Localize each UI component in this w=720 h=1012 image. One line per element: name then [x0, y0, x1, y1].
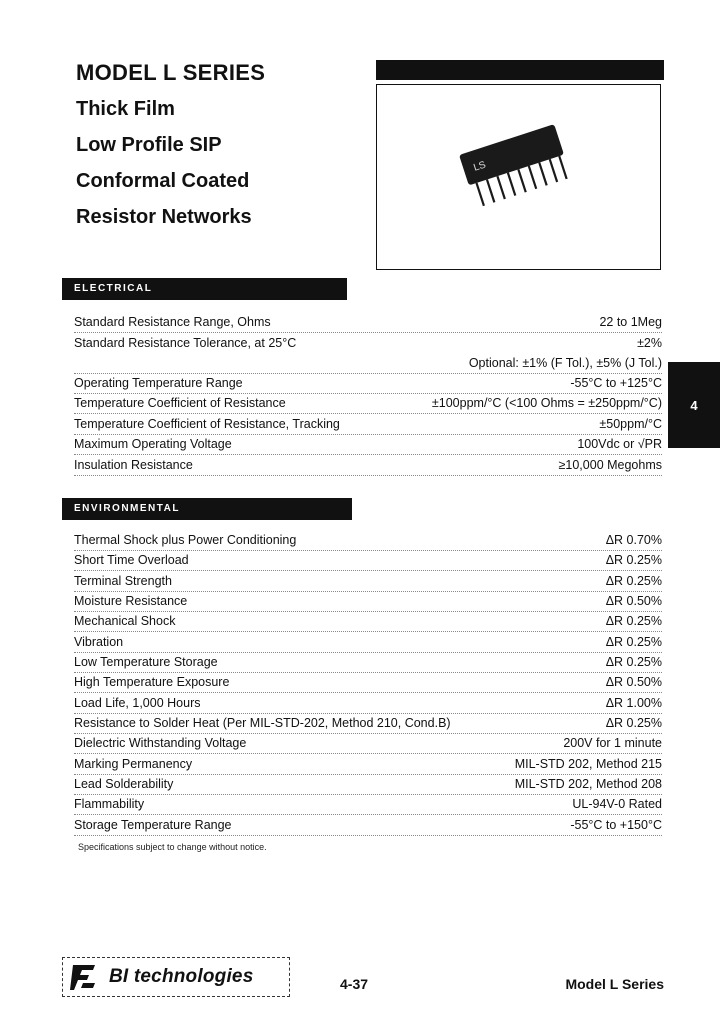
sip-pin: [518, 169, 525, 192]
spec-row: [74, 393, 662, 414]
sip-pin: [550, 159, 557, 182]
spec-value: ±100ppm/°C (<100 Ohms = ±250ppm/°C): [431, 396, 662, 410]
spec-label: Resistance to Solder Heat (Per MIL-STD-202, Method 210, Cond.B): [74, 716, 451, 730]
spec-value: -55°C to +125°C: [570, 376, 662, 390]
spec-row: [74, 713, 662, 734]
subtitle-line-2: Low Profile SIP: [76, 134, 222, 156]
spec-row: [74, 591, 662, 612]
page-title: MODEL L SERIES: [76, 60, 266, 85]
spec-label: High Temperature Exposure: [74, 675, 230, 689]
spec-label: Vibration: [74, 635, 124, 649]
spec-value: 200V for 1 minute: [563, 736, 662, 750]
spec-label: Mechanical Shock: [74, 614, 176, 628]
spec-value: ΔR 0.25%: [605, 655, 662, 669]
spec-label: Marking Permanency: [74, 757, 193, 771]
spec-row: [74, 693, 662, 714]
spec-value: Optional: ±1% (F Tol.), ±5% (J Tol.): [468, 356, 662, 370]
spec-label: Standard Resistance Range, Ohms: [74, 315, 271, 329]
spec-value: ΔR 0.25%: [605, 716, 662, 730]
spec-row: [74, 550, 662, 571]
spec-label: Temperature Coefficient of Resistance: [74, 396, 286, 410]
spec-value: ±50ppm/°C: [599, 417, 662, 431]
spec-value: -55°C to +150°C: [570, 818, 662, 832]
spec-label: Insulation Resistance: [74, 458, 193, 472]
sip-package-body: [459, 124, 564, 185]
sip-pin: [476, 183, 483, 206]
bi-logo-icon: [69, 961, 99, 993]
spec-value: ΔR 0.25%: [605, 635, 662, 649]
spec-value: ΔR 0.25%: [605, 574, 662, 588]
spec-row: [74, 530, 662, 551]
subtitle-line-3: Conformal Coated: [76, 170, 250, 192]
spec-label: Load Life, 1,000 Hours: [74, 696, 201, 710]
spec-row: [74, 733, 662, 754]
spec-label: Maximum Operating Voltage: [74, 437, 232, 451]
spec-row: [74, 611, 662, 632]
chapter-tab: [668, 362, 720, 448]
product-photo-frame: [376, 84, 661, 270]
spec-value: ΔR 0.70%: [605, 533, 662, 547]
spec-row: [74, 794, 662, 815]
spec-row: [74, 414, 662, 435]
spec-label: Terminal Strength: [74, 574, 172, 588]
spec-row: [74, 754, 662, 775]
sip-pin: [539, 163, 546, 186]
environmental-section-header: ENVIRONMENTAL: [62, 498, 352, 520]
footnote: Specifications subject to change without notice.: [78, 842, 267, 852]
sip-pin: [529, 166, 536, 189]
electrical-section-header: ELECTRICAL: [62, 278, 347, 300]
spec-value: 22 to 1Meg: [599, 315, 662, 329]
spec-label: Thermal Shock plus Power Conditioning: [74, 533, 297, 547]
spec-label: Moisture Resistance: [74, 594, 188, 608]
spec-value: ΔR 0.50%: [605, 675, 662, 689]
spec-row: [74, 672, 662, 693]
page-number: 4-37: [340, 976, 369, 992]
spec-label: Operating Temperature Range: [74, 376, 243, 390]
spec-row: [74, 434, 662, 455]
spec-label: Short Time Overload: [74, 553, 189, 567]
spec-label: Standard Resistance Tolerance, at 25°C: [74, 336, 297, 350]
spec-value: MIL-STD 202, Method 208: [514, 777, 662, 791]
spec-label: Lead Solderability: [74, 777, 174, 791]
spec-row: [74, 353, 662, 374]
spec-row: [74, 774, 662, 795]
subtitle-line-4: Resistor Networks: [76, 206, 252, 228]
spec-label: Temperature Coefficient of Resistance, Tracking: [74, 417, 340, 431]
spec-row: [74, 312, 662, 333]
chapter-tab-label: 4: [690, 397, 698, 413]
spec-label: Storage Temperature Range: [74, 818, 232, 832]
spec-value: ≥10,000 Megohms: [558, 458, 662, 472]
footer-series-name: Model L Series: [565, 976, 664, 992]
spec-value: 100Vdc or √PR: [577, 437, 662, 451]
subtitle-line-1: Thick Film: [76, 98, 175, 120]
sip-pin: [497, 176, 504, 199]
spec-row: [74, 652, 662, 673]
spec-row: [74, 455, 662, 476]
spec-value: MIL-STD 202, Method 215: [514, 757, 662, 771]
sip-pin: [508, 173, 515, 196]
spec-value: ΔR 1.00%: [605, 696, 662, 710]
spec-value: ΔR 0.50%: [605, 594, 662, 608]
photo-header-bar: [376, 60, 664, 80]
sip-resistor-network-image: [377, 85, 659, 268]
sip-pin: [559, 156, 566, 179]
spec-row: [74, 333, 662, 353]
spec-value: UL-94V-0 Rated: [572, 797, 662, 811]
logo-text: BI technologies: [109, 966, 254, 987]
spec-row: [74, 571, 662, 592]
spec-value: ±2%: [637, 336, 662, 350]
spec-label: Flammability: [74, 797, 145, 811]
company-logo: [62, 957, 290, 997]
sip-pin: [487, 180, 494, 203]
spec-row: [74, 632, 662, 653]
spec-row: [74, 373, 662, 394]
spec-label: Low Temperature Storage: [74, 655, 218, 669]
spec-value: ΔR 0.25%: [605, 553, 662, 567]
spec-value: ΔR 0.25%: [605, 614, 662, 628]
spec-row: [74, 815, 662, 836]
spec-label: Dielectric Withstanding Voltage: [74, 736, 247, 750]
sip-marking: LS: [472, 159, 488, 174]
